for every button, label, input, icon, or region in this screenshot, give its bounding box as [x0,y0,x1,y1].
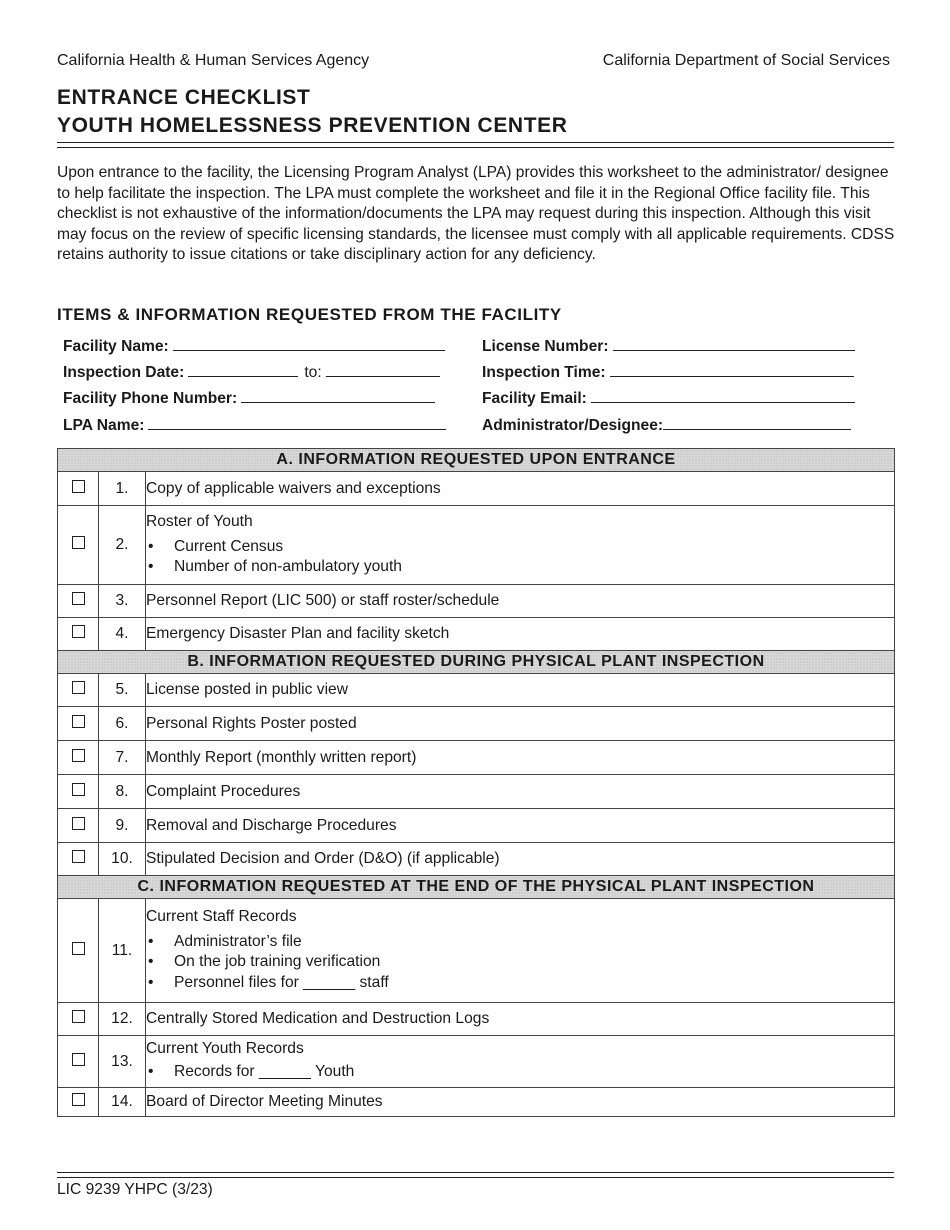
checklist-row [58,472,895,506]
item-text: Board of Director Meeting Minutes [146,1088,895,1117]
bullet-item: • Personnel files for ______ staff [146,973,894,994]
item-number: 8. [99,775,146,809]
item-number: 9. [99,809,146,843]
item-number: 1. [99,472,146,506]
item-text: Current Staff Records [146,907,297,925]
item-text: License posted in public view [146,674,895,707]
item-text: Emergency Disaster Plan and facility sketch [146,618,895,651]
checklist-row [58,775,895,809]
item-number: 2. [99,506,146,585]
section-a-title: A. INFORMATION REQUESTED UPON ENTRANCE [58,449,895,472]
checkbox[interactable] [72,783,85,796]
item-number: 7. [99,741,146,775]
lpa-name-label: LPA Name: [63,417,145,434]
item-text: Stipulated Decision and Order (D&O) (if applicable) [146,843,895,876]
checkbox[interactable] [72,1053,85,1066]
checklist-row [58,741,895,775]
facility-phone-line[interactable] [241,388,435,403]
checklist-row [58,618,895,651]
checkbox[interactable] [72,592,85,605]
license-number-label: License Number: [482,338,609,355]
facility-email-line[interactable] [591,388,855,403]
checkbox[interactable] [72,715,85,728]
inspection-date-field[interactable] [63,362,440,382]
facility-phone-label: Facility Phone Number: [63,390,238,407]
item-number: 12. [99,1003,146,1036]
checkbox[interactable] [72,625,85,638]
checkbox[interactable] [72,850,85,863]
checklist-row [58,707,895,741]
section-b-title: B. INFORMATION REQUESTED DURING PHYSICAL PLANT INSPECTION [58,651,895,674]
item-bullets [146,932,894,994]
section-c-title: C. INFORMATION REQUESTED AT THE END OF THE PHYSICAL PLANT INSPECTION [58,876,895,899]
item-number: 5. [99,674,146,707]
department-name: California Department of Social Services [602,52,890,69]
item-text: Complaint Procedures [146,775,895,809]
facility-name-line[interactable] [173,336,445,351]
checkbox[interactable] [72,817,85,830]
checklist-table [57,448,895,1117]
title-divider [57,142,894,148]
checklist-row [58,809,895,843]
item-number: 13. [99,1036,146,1088]
item-text: Personnel Report (LIC 500) or staff roster/schedule [146,585,895,618]
checkbox[interactable] [72,480,85,493]
checklist-row [58,1003,895,1036]
facility-phone-field[interactable] [63,388,435,408]
lpa-name-field[interactable] [63,415,446,435]
item-text: Centrally Stored Medication and Destruction Logs [146,1003,895,1036]
section-row-b [58,651,895,674]
bullet-item: • Administrator’s file [146,932,894,953]
item-number: 11. [99,899,146,1003]
checklist-row [58,674,895,707]
bullet-item: • Records for ______ Youth [146,1062,894,1083]
page-title [57,84,568,140]
administrator-field[interactable] [482,415,851,435]
checklist-row [58,585,895,618]
checkbox[interactable] [72,681,85,694]
footer-divider [57,1172,894,1178]
item-number: 14. [99,1088,146,1117]
facility-email-label: Facility Email: [482,390,587,407]
facility-name-field[interactable] [63,336,445,356]
form-code: LIC 9239 YHPC (3/23) [57,1181,213,1198]
item-number: 6. [99,707,146,741]
bullet-item: • On the job training verification [146,952,894,973]
section-heading: ITEMS & INFORMATION REQUESTED FROM THE FACILITY [57,305,562,324]
inspection-date-label: Inspection Date: [63,364,185,381]
item-number: 4. [99,618,146,651]
title-line-1: ENTRANCE CHECKLIST [57,86,311,109]
item-text: Copy of applicable waivers and exceptions [146,472,895,506]
facility-email-field[interactable] [482,388,855,408]
item-text: Roster of Youth [146,512,253,530]
bullet-item: • Current Census [146,537,894,558]
item-number: 3. [99,585,146,618]
checkbox[interactable] [72,1093,85,1106]
license-number-line[interactable] [613,336,855,351]
inspection-date-to-label: to: [304,364,322,381]
item-text: Removal and Discharge Procedures [146,809,895,843]
item-text: Personal Rights Poster posted [146,707,895,741]
checklist-row [58,1036,895,1088]
administrator-label: Administrator/Designee: [482,417,664,434]
inspection-time-line[interactable] [610,362,854,377]
title-line-2: YOUTH HOMELESSNESS PREVENTION CENTER [57,114,568,137]
item-text: Monthly Report (monthly written report) [146,741,895,775]
intro-paragraph: Upon entrance to the facility, the Licensing Program Analyst (LPA) provides this worksheet to the administrator/ designee to help facilitate the inspection. The LPA must complete the worksheet and file it in the Regional Office facility file. This checklist is not exhaustive of the information/documents the LPA may request during this inspection. Although this visit may focus on the review of specific licensing standards, the licensee must comply with all applicable requirements. CDSS retains authority to issue citations or take disciplinary action for any deficiency. [57,164,895,264]
item-number: 10. [99,843,146,876]
checkbox[interactable] [72,1010,85,1023]
checkbox[interactable] [72,749,85,762]
item-bullets [146,537,894,578]
checkbox[interactable] [72,942,85,955]
item-bullets [146,1062,894,1083]
checklist-row [58,899,895,1003]
administrator-line[interactable] [663,415,851,430]
section-row-c [58,876,895,899]
inspection-time-label: Inspection Time: [482,364,606,381]
checklist-row [58,843,895,876]
agency-name: California Health & Human Services Agency [57,52,370,69]
checklist-row [58,506,895,585]
section-row-a [58,449,895,472]
item-text: Current Youth Records [146,1040,304,1058]
lpa-name-line[interactable] [148,415,446,430]
checkbox[interactable] [72,536,85,549]
facility-name-label: Facility Name: [63,338,169,355]
inspection-date-from-line[interactable] [188,362,298,377]
checklist-row [58,1088,895,1117]
inspection-date-to-line[interactable] [326,362,440,377]
license-number-field[interactable] [482,336,855,356]
inspection-time-field[interactable] [482,362,854,382]
bullet-item: • Number of non-ambulatory youth [146,557,894,578]
